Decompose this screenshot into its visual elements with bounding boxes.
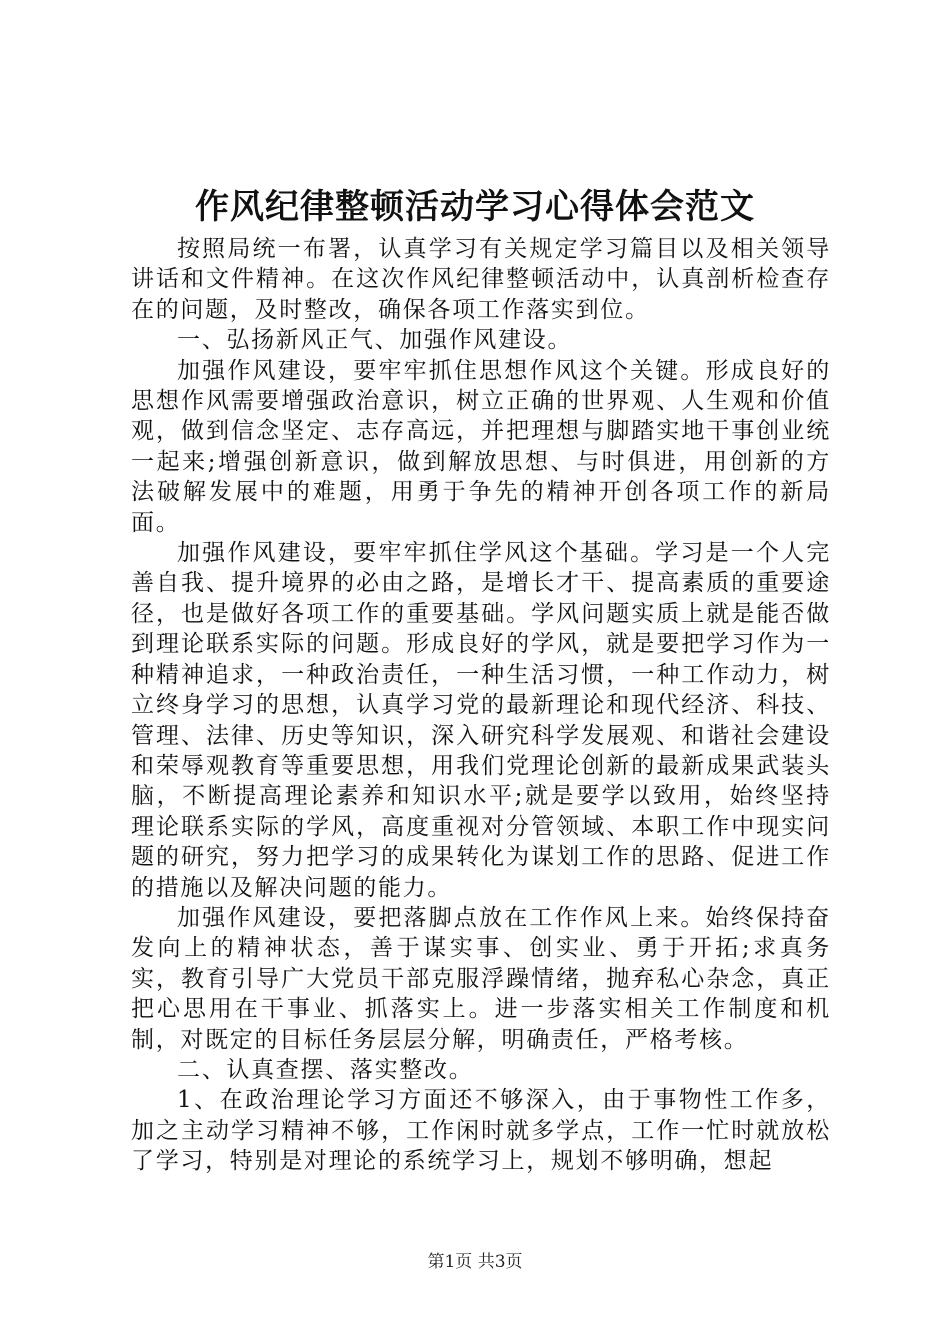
document-title: 作风纪律整顿活动学习心得体会范文	[195, 187, 755, 227]
paragraph-issue-1: 1、在政治理论学习方面还不够深入，由于事物性工作多，加之主动学习精神不够，工作闲时就多学点，工作一忙时就放松了学习，特别是对理论的系统学习上，规划不够明确，想起	[131, 1087, 831, 1175]
section-heading-2: 二、认真查摆、落实整改。	[177, 1056, 474, 1083]
paragraph-study-style: 加强作风建设，要牢牢抓住学风这个基础。学习是一个人完善自我、提升境界的必由之路，是增长才干、提高素质的重要途径，也是做好各项工作的重要基础。学风问题实质上就是能否做到理论联系实际的问题。形成良好的学风，就是要把学习作为一种精神追求，一种政治责任，一种生活习惯，一种工作动力，树立终身学习的思想，认真学习党的最新理论和现代经济、科技、管理、法律、历史等知识，深入研究科学发展观、和谐社会建设和荣辱观教育等重要思想，用我们党理论创新的最新成果武装头脑，不断提高理论素养和知识水平;就是要学以致用，始终坚持理论联系实际的学风，高度重视对分管领域、本职工作中现实问题的研究，努力把学习的成果转化为谋划工作的思路、促进工作的措施以及解决问题的能力。	[131, 540, 831, 901]
document-body	[131, 234, 831, 1177]
page-footer: 第1页 共3页	[427, 1252, 523, 1272]
paragraph-thought-style: 加强作风建设，要牢牢抓住思想作风这个关键。形成良好的思想作风需要增强政治意识，树立正确的世界观、人生观和价值观，做到信念坚定、志存高远，并把理想与脚踏实地干事创业统一起来;增强创新意识，做到解放思想、与时俱进，用创新的方法破解发展中的难题，用勇于争先的精神开创各项工作的新局面。	[131, 357, 831, 536]
paragraph-work-style: 加强作风建设，要把落脚点放在工作作风上来。始终保持奋发向上的精神状态，善于谋实事、创实业、勇于开拓;求真务实，教育引导广大党员干部克服浮躁情绪，抛弃私心杂念，真正把心思用在干事业、抓落实上。进一步落实相关工作制度和机制，对既定的目标任务层层分解，明确责任，严格考核。	[131, 904, 831, 1053]
paragraph-intro: 按照局统一布署，认真学习有关规定学习篇目以及相关领导讲话和文件精神。在这次作风纪律整顿活动中，认真剖析检查存在的问题，及时整改，确保各项工作落实到位。	[131, 236, 831, 323]
section-heading-1: 一、弘扬新风正气、加强作风建设。	[177, 327, 573, 354]
